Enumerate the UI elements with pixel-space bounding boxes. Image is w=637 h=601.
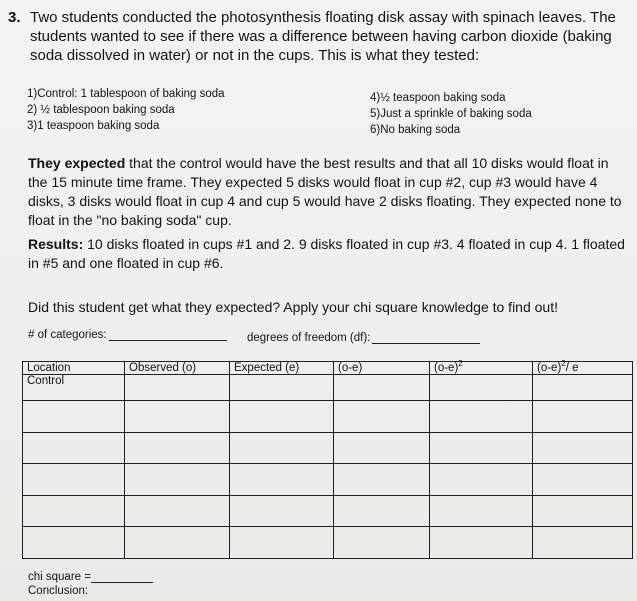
table-row <box>23 527 633 559</box>
table-cell[interactable] <box>533 527 633 559</box>
results-lead: Results: <box>28 236 84 252</box>
question-text: Two students conducted the photosynthesis floating disk assay with spinach leaves. The students wanted to see if there was a difference between having carbon dioxide (baking soda dissolved in water) or not in the cups. This is what they tested: <box>30 9 616 64</box>
table-cell[interactable] <box>533 432 633 464</box>
table-cell[interactable] <box>334 527 430 559</box>
table-cell[interactable] <box>125 432 230 464</box>
table-cell[interactable] <box>125 495 230 527</box>
table-cell[interactable] <box>125 464 230 496</box>
table-cell[interactable] <box>430 495 533 527</box>
table-cell[interactable] <box>430 401 533 433</box>
chi-square-table <box>22 361 633 559</box>
table-cell[interactable] <box>125 527 230 559</box>
header-o-minus-e-squared: $(o-e)^2$ <box>430 362 533 375</box>
table-cell[interactable] <box>230 401 334 433</box>
header-o-minus-e: (o-e) <box>334 362 430 375</box>
row-label-control: Control <box>23 375 125 401</box>
table-cell[interactable] <box>334 464 430 496</box>
table-cell[interactable] <box>334 495 430 527</box>
expectation-lead: They expected <box>28 155 126 171</box>
conclusion-label: Conclusion: <box>28 585 89 597</box>
table-cell[interactable] <box>230 375 334 401</box>
table-cell[interactable] <box>334 401 430 433</box>
table-cell[interactable] <box>430 527 533 559</box>
header-chi-term: $(o-e)^2/$ e <box>533 362 633 375</box>
table-row <box>23 495 633 527</box>
table-cell[interactable] <box>334 432 430 464</box>
categories-blank[interactable] <box>109 330 227 341</box>
table-cell[interactable] <box>533 401 633 433</box>
table-cell[interactable] <box>230 432 334 464</box>
table-cell[interactable] <box>23 527 125 559</box>
chi-square-blank[interactable] <box>91 572 153 583</box>
table-cell[interactable] <box>430 464 533 496</box>
header-location: Location <box>23 362 125 375</box>
table-row <box>23 432 633 464</box>
cup-list-left <box>27 86 225 134</box>
categories-field <box>28 329 227 341</box>
table-row <box>23 375 633 401</box>
table-cell[interactable] <box>334 375 430 401</box>
table-cell[interactable] <box>533 495 633 527</box>
table-header-row <box>23 362 633 375</box>
chi-square-field <box>28 571 153 583</box>
table-cell[interactable] <box>23 401 125 433</box>
table-row <box>23 401 633 433</box>
categories-label: # of categories: <box>28 329 107 341</box>
cup-item: 2) ½ tablespoon baking soda <box>27 104 175 116</box>
expectation-paragraph <box>28 154 628 230</box>
table-cell[interactable] <box>125 375 230 401</box>
chi-square-prompt: Did this student get what they expected? Apply your chi square knowledge to find out! <box>28 299 558 315</box>
header-expected: Expected (e) <box>230 362 334 375</box>
answer-fields <box>28 329 628 349</box>
cup-item: 3)1 teaspoon baking soda <box>27 120 160 132</box>
table-cell[interactable] <box>430 375 533 401</box>
table-cell[interactable] <box>230 495 334 527</box>
cup-list-right <box>370 90 532 138</box>
table-cell[interactable] <box>430 432 533 464</box>
table-cell[interactable] <box>23 495 125 527</box>
results-text: 10 disks floated in cups #1 and 2. 9 disks floated in cup #3. 4 floated in cup 4. 1 floated in #5 and one floated in cup #6. <box>28 236 625 271</box>
dof-label: degrees of freedom (df): <box>247 332 371 344</box>
expectation-text: that the control would have the best results and that all 10 disks would float in the 15 minute time frame. They expected 5 disks would float in cup #2, cup #3 would have 4 disks, 3 disks would float in cup 4 and cup 5 would have 2 disks floating. They expected none to float in the "no baking soda" cup. <box>28 155 622 228</box>
table-row <box>23 464 633 496</box>
table-cell[interactable] <box>533 375 633 401</box>
question-number: 3. <box>8 9 21 26</box>
table-cell[interactable] <box>230 527 334 559</box>
cup-item: 4)½ teaspoon baking soda <box>370 92 506 104</box>
cup-item: 5)Just a sprinkle of baking soda <box>370 108 532 120</box>
table-cell[interactable] <box>125 401 230 433</box>
chi-square-label: chi square = <box>28 571 91 583</box>
cup-item: 1)Control: 1 tablespoon of baking soda <box>27 88 225 100</box>
results-paragraph <box>28 235 628 273</box>
cup-item: 6)No baking soda <box>370 124 461 136</box>
dof-field <box>247 332 480 344</box>
table-cell[interactable] <box>533 464 633 496</box>
dof-blank[interactable] <box>372 333 480 344</box>
table-cell[interactable] <box>23 464 125 496</box>
table-cell[interactable] <box>23 432 125 464</box>
table-cell[interactable] <box>230 464 334 496</box>
header-observed: Observed (o) <box>125 362 230 375</box>
